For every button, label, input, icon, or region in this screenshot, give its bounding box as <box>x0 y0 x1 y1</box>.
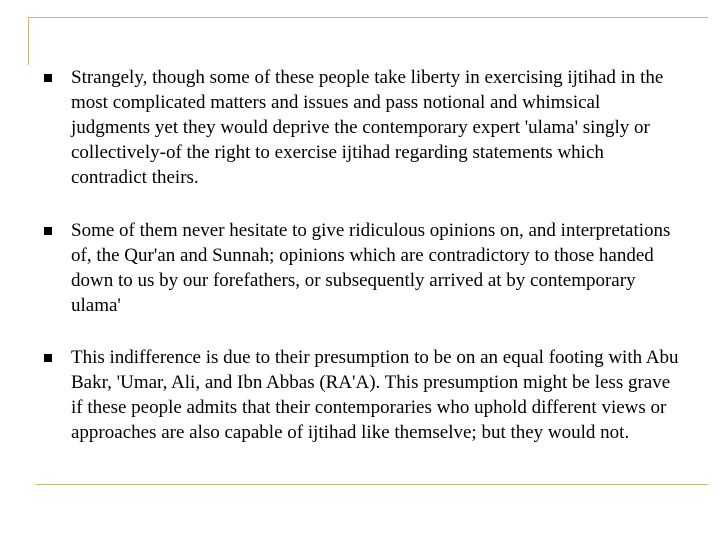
bullet-text: Strangely, though some of these people take liberty in exercising ijtihad in the most complicated matters and issues and pass notional and whimsical judgments yet they would deprive the contemporary expert 'ulama' singly or collectively-of the right to exercise ijtihad regarding statements which contradict theirs. <box>71 67 664 188</box>
top-rule-line <box>28 17 708 18</box>
bullet-item <box>44 345 684 445</box>
bullet-text: This indifference is due to their presumption to be on an equal footing with Abu Bakr, 'Umar, Ali, and Ibn Abbas (RA'A). This presumption might be less grave if these people admits that their contemporaries who uphold different views or approaches are also capable of ijtihad like themselve; but they would not. <box>71 347 679 443</box>
bottom-rule-line <box>36 484 708 485</box>
bullet-item <box>44 65 684 190</box>
square-bullet-icon <box>44 74 52 82</box>
bullet-text: Some of them never hesitate to give ridiculous opinions on, and interpretations of, the Qur'an and Sunnah; opinions which are contradictory to those handed down to us by our forefathers, or subsequently arrived at by contemporary ulama' <box>71 220 671 316</box>
square-bullet-icon <box>44 227 52 235</box>
square-bullet-icon <box>44 354 52 362</box>
bullet-item <box>44 218 684 318</box>
left-rule-line <box>28 17 29 65</box>
